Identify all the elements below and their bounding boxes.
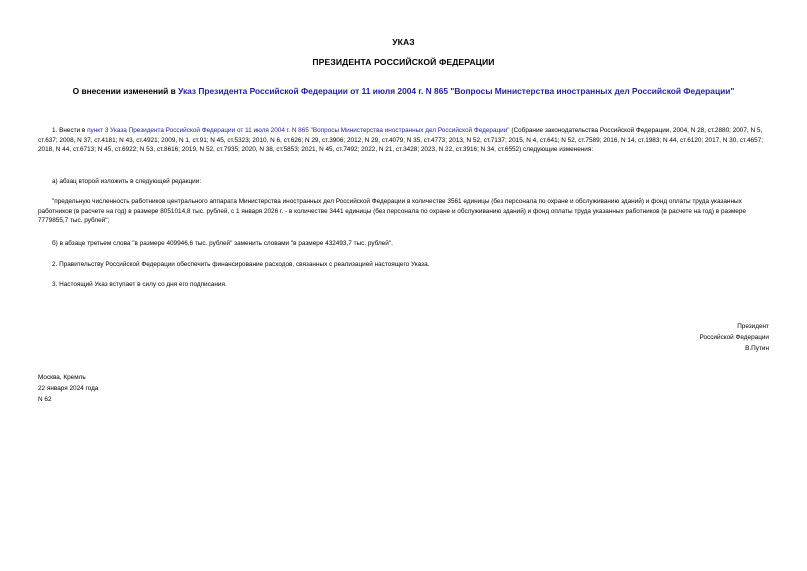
signature-country: Российской Федерации	[699, 333, 769, 341]
subject-prefix: О внесении изменений в	[72, 86, 179, 96]
issue-place: Москва, Кремль	[38, 374, 86, 381]
paragraph-3: 3. Настоящий Указ вступает в силу со дня его подписания.	[52, 281, 227, 288]
subject-decree-link[interactable]: Указ Президента Российской Федерации от 11 июля 2004 г. N 865 "Вопросы Министерства иностранных дел Российской Федерации"	[178, 86, 735, 96]
issue-details	[38, 373, 98, 405]
document-issuer: ПРЕЗИДЕНТА РОССИЙСКОЙ ФЕДЕРАЦИИ	[312, 57, 495, 67]
issue-date: 22 января 2024 года	[38, 384, 99, 392]
issue-number: N 62	[38, 395, 52, 403]
paragraph-1	[38, 126, 770, 155]
paragraph-1-suffix: (Собрание законодательства Российской Федерации, 2004, N 28, ст.2880; 2007, N 5, ст.637; 2008, N 37, ст.4181; N 43, ст.4921; 2009, N 1, ст.91; N 45, ст.5323; 2010, N 6, ст.626; N 29, ст.3906; 2012, N 29, ст.4079; N 35, ст.4773; 2013, N 52, ст.7137; 2015, N 4, ст.641; N 52, ст.7589; 2016, N 14, ст.1983; N 44, ст.6120; 2017, N 30, ст.4657; 2018, N 44, ст.6713; N 45, ст.6922; N 53, ст.8616; 2019, N 52, ст.7935; 2020, N 38, ст.5853; 2021, N 45, ст.7492; 2022, N 21, ст.3428; 2023, N 22, ст.3916; N 34, ст.6552) следующие изменения:	[38, 127, 763, 154]
signature-name: В.Путин	[745, 344, 769, 352]
decree-point-3-link[interactable]: пункт 3 Указа Президента Российской Федерации от 11 июля 2004 г. N 865	[87, 127, 309, 134]
signature-block	[700, 322, 770, 354]
decree-title-link[interactable]: "Вопросы Министерства иностранных дел Российской Федерации"	[310, 127, 510, 134]
paragraph-a: а) абзац второй изложить в следующей редакции:	[52, 178, 202, 185]
paragraph-1-prefix: 1. Внести в	[52, 127, 88, 134]
paragraph-2: 2. Правительству Российской Федерации обеспечить финансирование расходов, связанных с реализацией настоящего Указа.	[52, 261, 430, 268]
paragraph-quote: "предельную численность работников центрального аппарата Министерства иностранных дел Российской Федерации в количестве 3561 единицы (без персонала по охране и обслуживанию зданий) и фонд оплаты труда указанных работников (в расчете на год) в размере 8051014,8 тыс. рублей, с 1 января 2026 г. - в количестве 3441 единицы (без персонала по охране и обслуживанию зданий) и фонд оплаты труда указанных работников (в расчете на год) в размере 7779855,7 тыс. рублей";	[38, 198, 746, 225]
signature-position: Президент	[737, 323, 769, 330]
paragraph-b: б) в абзаце третьем слова "в размере 409946,6 тыс. рублей" заменить словами "в размере 432493,7 тыс. рублей".	[52, 240, 393, 247]
document-title: УКАЗ	[392, 37, 415, 47]
document-subject	[0, 86, 807, 96]
